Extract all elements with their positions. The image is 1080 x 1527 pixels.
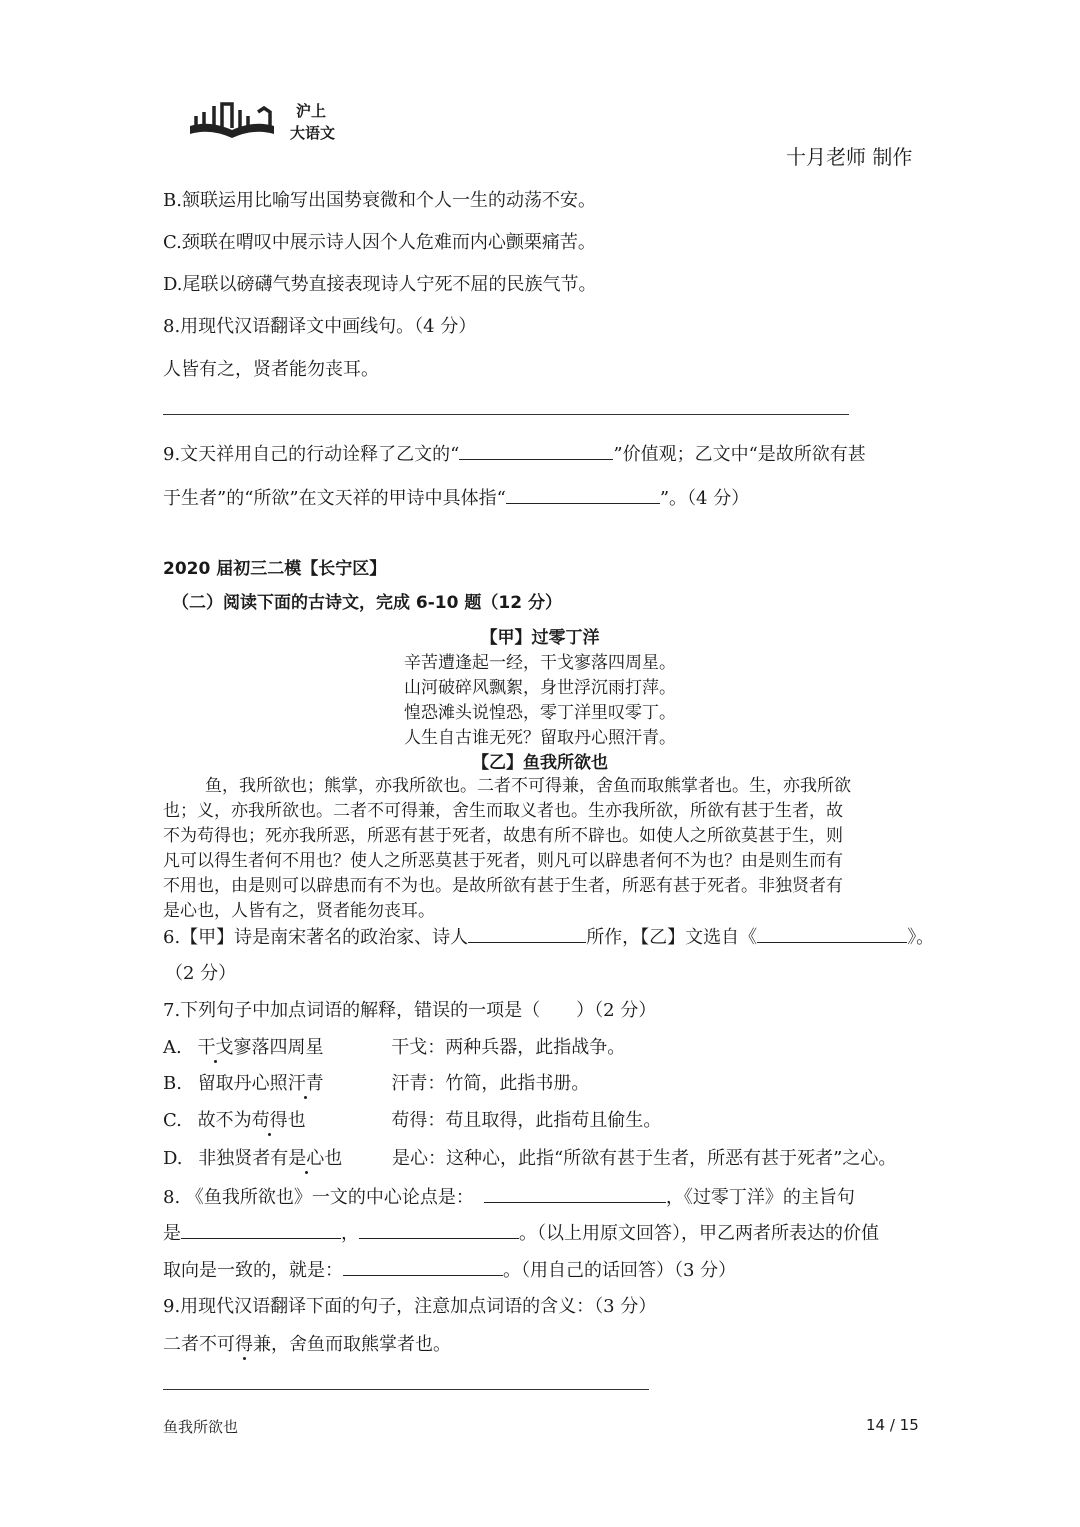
sentence-text: 兼，舍鱼而取熊掌者也。	[253, 1334, 451, 1355]
dotted-word: 苟得	[251, 1110, 288, 1131]
question-8b-line2	[163, 1220, 879, 1247]
answer-blank[interactable]	[343, 1257, 503, 1276]
q8-text-e: 。（以上用原文回答），甲乙两者所表达的价值	[519, 1223, 879, 1244]
q6-text-b: 所作，【乙】文选自《	[586, 927, 758, 948]
question-8b-line3	[163, 1257, 736, 1284]
q6-text-c: 》。	[907, 927, 935, 948]
q8-text-d: ，	[341, 1223, 359, 1244]
question-9b: 9.用现代汉语翻译下面的句子，注意加点词语的含义：（3 分）	[163, 1296, 657, 1317]
question-9b-sentence	[163, 1332, 451, 1358]
option-text: 寥落四周星	[233, 1037, 324, 1058]
poem-title: 【甲】过零丁洋	[480, 628, 600, 648]
option-text: 故不为	[197, 1110, 252, 1131]
question-9-line1	[163, 441, 866, 468]
sentence-text: 二者不可	[163, 1334, 235, 1355]
book-city-icon	[188, 96, 278, 141]
footer-doc-title: 鱼我所欲也	[163, 1418, 239, 1436]
answer-line	[163, 1389, 649, 1390]
option-explanation: 苟得：苟且取得，此指苟且偷生。	[391, 1110, 662, 1131]
dotted-word: 是心	[288, 1148, 325, 1169]
answer-blank[interactable]	[484, 1184, 666, 1203]
answer-blank[interactable]	[181, 1220, 341, 1239]
q7-option-c	[163, 1108, 661, 1134]
poem-line: 惶恐滩头说惶恐，零丁洋里叹零丁。	[404, 703, 676, 723]
q7-option-a	[163, 1035, 625, 1061]
q9-text-a: 9.文天祥用自己的行动诠释了乙文的“	[163, 444, 460, 465]
q7-option-d	[163, 1146, 896, 1172]
answer-blank[interactable]	[359, 1220, 519, 1239]
option-d: D.尾联以磅礴气势直接表现诗人宁死不屈的民族气节。	[163, 274, 597, 295]
answer-blank[interactable]	[468, 924, 586, 943]
q8-text-b: ，《过零丁洋》的主旨句	[665, 1187, 855, 1208]
dotted-word: 干戈	[197, 1037, 234, 1058]
page-number: 14 / 15	[866, 1416, 919, 1434]
option-text: 也	[324, 1148, 343, 1169]
option-text: 非独贤者有	[198, 1148, 289, 1169]
answer-line	[163, 414, 849, 415]
prose-line: 是心也，人皆有之，贤者能勿丧耳。	[163, 901, 435, 921]
logo-text-1: 沪上	[296, 102, 327, 120]
answer-blank[interactable]	[757, 924, 907, 943]
option-label: A.	[163, 1037, 182, 1058]
dotted-word: 汗青	[287, 1073, 324, 1094]
logo-text-2: 大语文	[290, 124, 336, 142]
q7-option-b	[163, 1071, 589, 1097]
poem-line: 人生自古谁无死？留取丹心照汗青。	[404, 728, 676, 748]
question-8-sentence: 人皆有之，贤者能勿丧耳。	[163, 359, 379, 380]
prose-line: 凡可以得生者何不用也？使人之所恶莫甚于死者，则凡可以辟患者何不为也？由是则生而有	[163, 851, 843, 871]
question-6-score: （2 分）	[165, 963, 237, 984]
option-label: B.	[163, 1073, 182, 1094]
question-7: 7.下列句子中加点词语的解释，错误的一项是（ ）（2 分）	[163, 1000, 657, 1021]
q8-text-a: 8. 《鱼我所欲也》一文的中心论点是：	[163, 1187, 474, 1208]
dotted-word: 得	[235, 1334, 253, 1355]
prose-title: 【乙】鱼我所欲也	[472, 753, 608, 773]
section-title: （二）阅读下面的古诗文，完成 6-10 题（12 分）	[172, 593, 562, 613]
exam-title: 2020 届初三二模【长宁区】	[163, 559, 387, 579]
option-b: B.颔联运用比喻写出国势衰微和个人一生的动荡不安。	[163, 190, 596, 211]
q8-text-f: 取向是一致的，就是：	[163, 1260, 343, 1281]
option-text: 留取丹心照	[197, 1073, 288, 1094]
poem-line: 山河破碎风飘絮，身世浮沉雨打萍。	[404, 678, 676, 698]
q9-text-b: ”价值观；乙文中“是故所欲有甚	[613, 444, 866, 465]
question-6	[163, 924, 934, 951]
question-9-line2	[163, 485, 749, 512]
option-explanation: 是心：这种心，此指“所欲有甚于生者，所恶有甚于死者”之心。	[391, 1148, 897, 1169]
q8-text-c: 是	[163, 1223, 181, 1244]
prose-line: 不用也，由是则可以辟患而有不为也。是故所欲有甚于生者，所恶有甚于死者。非独贤者有	[163, 876, 843, 896]
option-label: D.	[163, 1148, 183, 1169]
answer-blank[interactable]	[459, 441, 613, 460]
option-label: C.	[163, 1110, 182, 1131]
prose-line: 鱼，我所欲也；熊掌，亦我所欲也。二者不可得兼，舍鱼而取熊掌者也。生，亦我所欲	[205, 776, 851, 796]
logo	[188, 96, 278, 141]
q6-text-a: 6.【甲】诗是南宋著名的政治家、诗人	[163, 927, 469, 948]
question-8: 8.用现代汉语翻译文中画线句。（4 分）	[163, 316, 477, 337]
option-explanation: 干戈：两种兵器，此指战争。	[391, 1037, 626, 1058]
author-credit: 十月老师 制作	[786, 145, 913, 169]
poem-line: 辛苦遭逢起一经，干戈寥落四周星。	[404, 653, 676, 673]
answer-blank[interactable]	[506, 485, 660, 504]
option-text: 也	[287, 1110, 306, 1131]
q9-text-d: ”。（4 分）	[659, 488, 750, 509]
option-explanation: 汗青：竹简，此指书册。	[391, 1073, 590, 1094]
q8-text-g: 。（用自己的话回答）（3 分）	[503, 1260, 737, 1281]
option-c: C.颈联在喟叹中展示诗人因个人危难而内心颤栗痛苦。	[163, 232, 596, 253]
prose-line: 不为苟得也；死亦我所恶，所恶有甚于死者，故患有所不辟也。如使人之所欲莫甚于生，则	[163, 826, 843, 846]
prose-line: 也；义，亦我所欲也。二者不可得兼，舍生而取义者也。生亦我所欲，所欲有甚于生者，故	[163, 801, 843, 821]
q9-text-c: 于生者”的“所欲”在文天祥的甲诗中具体指“	[163, 488, 506, 509]
question-8b-line1	[163, 1184, 855, 1211]
